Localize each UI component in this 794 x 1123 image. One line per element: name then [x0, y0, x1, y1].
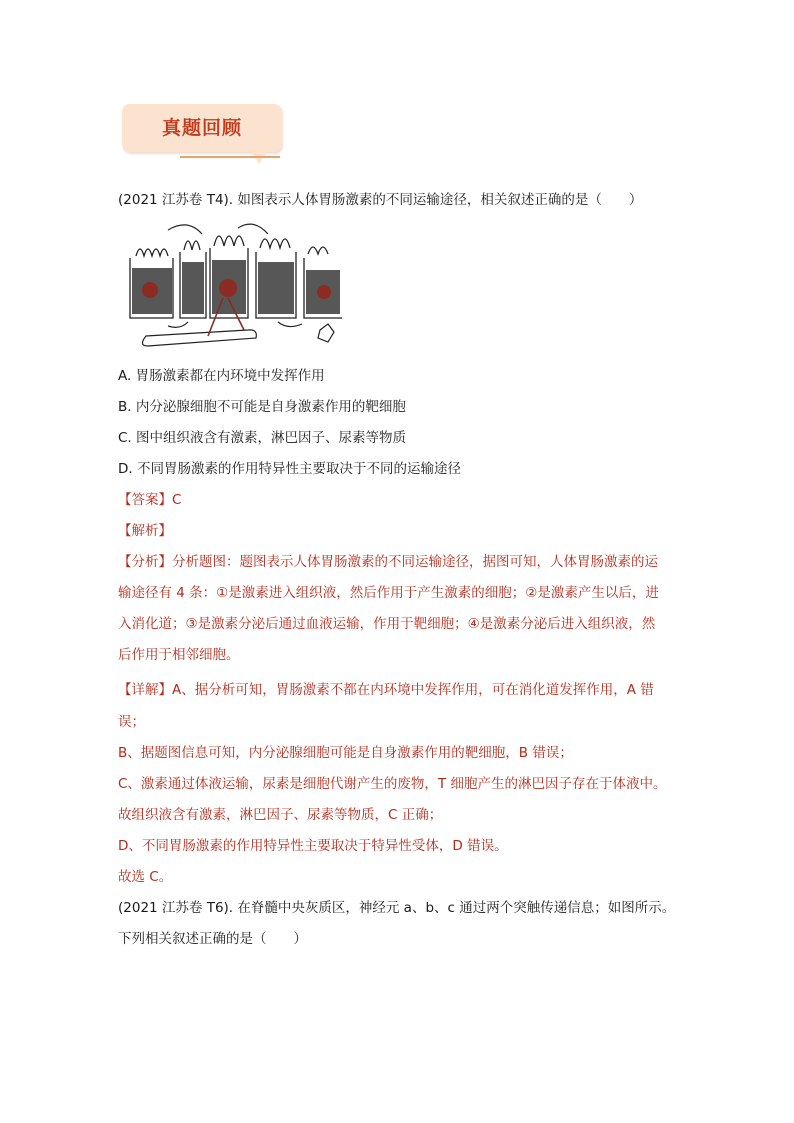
option-a: A. 胃肠激素都在内环境中发挥作用 — [118, 368, 325, 384]
detail-line-1 — [118, 678, 654, 698]
banner-underline — [180, 156, 280, 158]
answer-tag: 【答案】 — [118, 492, 172, 508]
detail-line-5: 故组织液含有激素，淋巴因子、尿素等物质，C 正确； — [118, 807, 443, 823]
detail-line-2: 误； — [118, 714, 145, 730]
answer-value: C — [172, 492, 182, 508]
detail-line-4: C、激素通过体液运输，尿素是细胞代谢产生的废物，T 细胞产生的淋巴因子存在于体液中。 — [118, 776, 667, 792]
question1-stem: (2021 江苏卷 T4). 如图表示人体胃肠激素的不同运输途径，相关叙述正确的是（ ） — [118, 192, 643, 208]
question2-stem-1: (2021 江苏卷 T6). 在脊髓中央灰质区，神经元 a、b、c 通过两个突触传递信息；如图所示。 — [118, 900, 676, 916]
analysis-line-2: 输途径有 4 条：①是激素进入组织液，然后作用于产生激素的细胞；②是激素产生以后，进 — [118, 585, 659, 601]
analysis-heading: 【解析】 — [118, 523, 172, 539]
answer-line — [118, 488, 181, 508]
detail-tag: 【详解】 — [118, 682, 172, 698]
detail-line-3: B、据题图信息可知，内分泌腺细胞可能是自身激素作用的靶细胞，B 错误； — [118, 745, 573, 761]
detail-line-7: 故选 C。 — [118, 869, 173, 885]
analysis-line-3: 入消化道；③是激素分泌后通过血液运输，作用于靶细胞；④是激素分泌后进入组织液，然 — [118, 616, 656, 632]
analysis-line-4: 后作用于相邻细胞。 — [118, 647, 240, 663]
option-c: C. 图中组织液含有激素，淋巴因子、尿素等物质 — [118, 430, 407, 446]
option-d: D. 不同胃肠激素的作用特异性主要取决于不同的运输途径 — [118, 461, 461, 477]
detail-text-1: A、据分析可知，胃肠激素不都在内环境中发挥作用，可在消化道发挥作用，A 错 — [172, 682, 654, 698]
analysis-tag: 【分析】 — [118, 554, 172, 570]
analysis-line-1 — [118, 550, 658, 570]
detail-line-6: D、不同胃肠激素的作用特异性主要取决于特异性受体，D 错误。 — [118, 838, 508, 854]
gut-hormone-figure — [128, 218, 346, 354]
question2-stem-2: 下列相关叙述正确的是（ ） — [118, 931, 307, 947]
banner-title: 真题回顾 — [161, 117, 242, 139]
option-b: B. 内分泌腺细胞不可能是自身激素作用的靶细胞 — [118, 399, 406, 415]
section-banner — [122, 104, 282, 152]
analysis-text-1: 分析题图：题图表示人体胃肠激素的不同运输途径，据图可知，人体胃肠激素的运 — [172, 554, 658, 570]
